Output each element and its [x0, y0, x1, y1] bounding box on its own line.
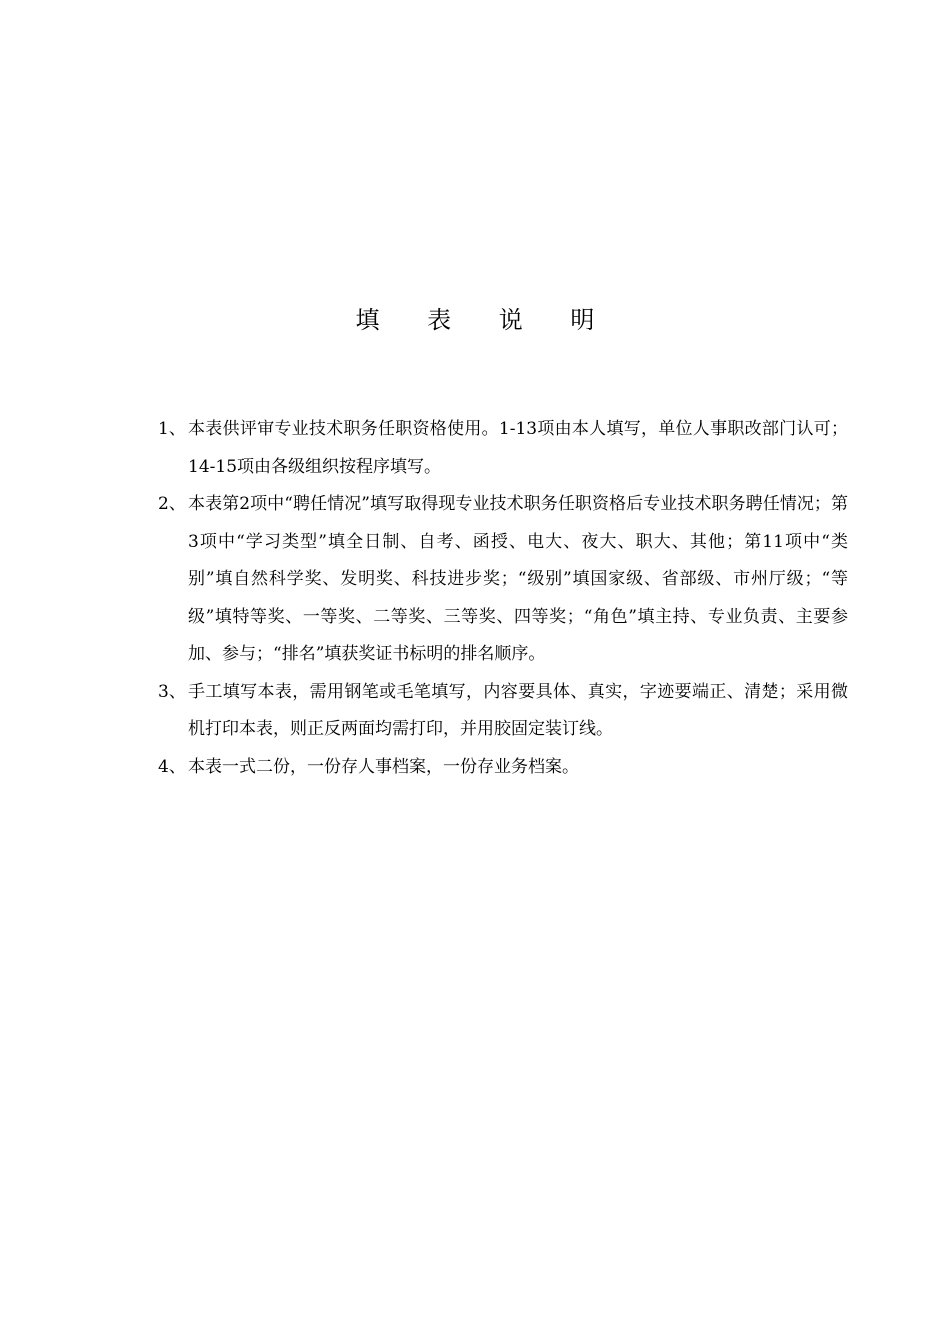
item-text: 手工填写本表，需用钢笔或毛笔填写，内容要具体、真实，字迹要端正、清楚；采用微机打印本表，则正反两面均需打印，并用胶固定装订线。: [188, 681, 848, 739]
item-number: 2、: [158, 494, 186, 514]
item-text: 本表供评审专业技术职务任职资格使用。1-13项由本人填写，单位人事职改部门认可；14-15项由各级组织按程序填写。: [188, 419, 848, 477]
instruction-item-4: [158, 749, 848, 787]
instructions-list: [158, 411, 848, 786]
item-text: 本表第2项中“聘任情况”填写取得现专业技术职务任职资格后专业技术职务聘任情况；第3项中“学习类型”填全日制、自考、函授、电大、夜大、职大、其他；第11项中“类别”填自然科学奖、发明奖、科技进步奖；“级别”填国家级、省部级、市州厅级；“等级”填特等奖、一等奖、二等奖、三等奖、四等奖；“角色”填主持、专业负责、主要参加、参与；“排名”填获奖证书标明的排名顺序。: [188, 494, 848, 664]
page-title: 填 表 说 明: [355, 306, 615, 334]
instruction-item-2: [158, 486, 848, 674]
item-number: 4、: [158, 756, 186, 777]
item-number: 3、: [158, 681, 186, 702]
instruction-item-3: [158, 674, 848, 749]
item-number: 1、: [158, 419, 186, 439]
instruction-item-1: [158, 411, 848, 486]
item-text: 本表一式二份，一份存人事档案，一份存业务档案。: [188, 756, 579, 777]
